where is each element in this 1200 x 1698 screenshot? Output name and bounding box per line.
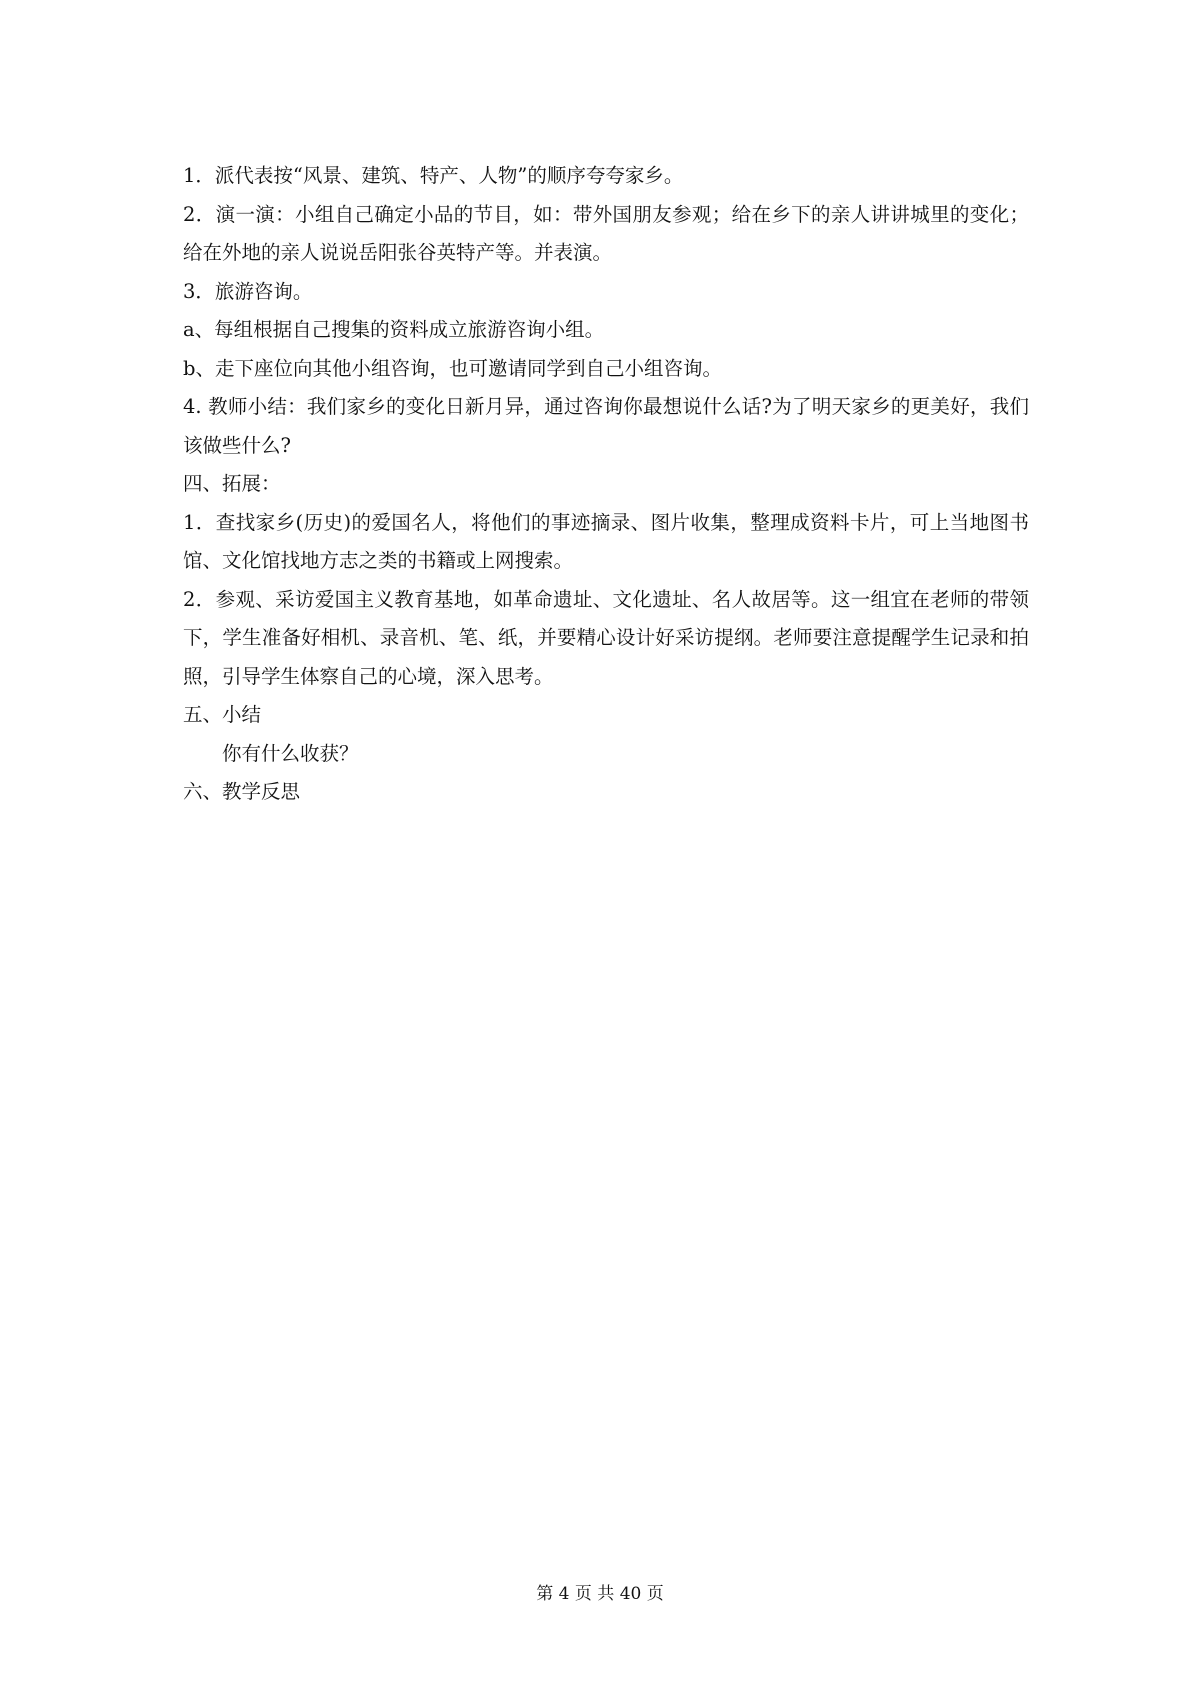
section-heading-extension: 四、拓展： — [183, 472, 281, 495]
paragraph-consultation-group: a、每组根据自己搜集的资料成立旅游咨询小组。 — [183, 318, 605, 341]
paragraph-consult-other-groups: b、走下座位向其他小组咨询，也可邀请同学到自己小组咨询。 — [183, 356, 722, 380]
paragraph-travel-consultation: 3．旅游咨询。 — [183, 279, 313, 303]
section-heading-summary: 五、小结 — [183, 703, 262, 726]
page-number-footer: 第 4 页 共 40 页 — [536, 1584, 664, 1604]
paragraph-visit-bases: 2．参观、采访爱国主义教育基地，如革命遗址、文化遗址、名人故居等。这一组宜在老师的带领下，学生准备好相机、录音机、笔、纸，并要精心设计好采访提纲。老师要注意提醒学生记录和拍照，引导学生体察自己的心境，深入思考。 — [183, 587, 1029, 688]
section-heading-reflection: 六、教学反思 — [183, 780, 301, 803]
paragraph-skit-performance: 2．演一演：小组自己确定小品的节目，如：带外国朋友参观；给在乡下的亲人讲讲城里的变化；给在外地的亲人说说岳阳张谷英特产等。并表演。 — [183, 202, 1029, 264]
paragraph-what-gained: 你有什么收获？ — [222, 741, 359, 765]
paragraph-teacher-summary: 4. 教师小结：我们家乡的变化日新月异，通过咨询你最想说什么话?为了明天家乡的更美好，我们该做些什么? — [183, 395, 1029, 457]
paragraph-find-patriots: 1．查找家乡(历史)的爱国名人，将他们的事迹摘录、图片收集，整理成资料卡片，可上当地图书馆、文化馆找地方志之类的书籍或上网搜索。 — [183, 510, 1029, 572]
page-body — [183, 157, 1029, 812]
paragraph-praise-hometown: 1．派代表按“风景、建筑、特产、人物”的顺序夸夸家乡。 — [183, 164, 684, 187]
